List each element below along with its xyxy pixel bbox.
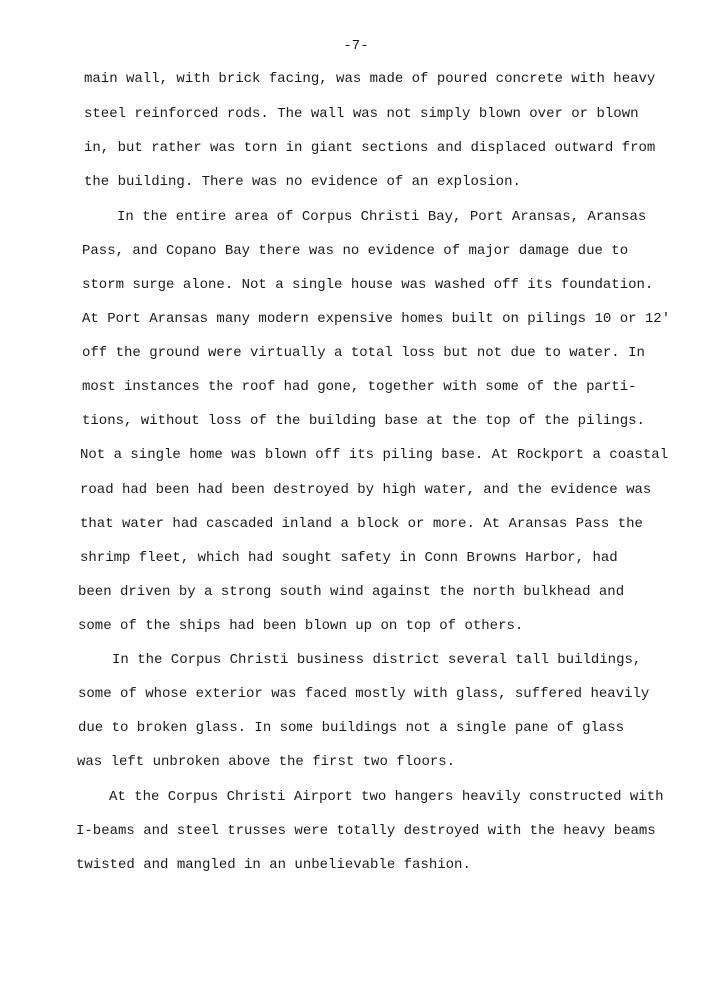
text-line: in, but rather was torn in giant sections and displaced outward from — [84, 140, 656, 156]
text-line: storm surge alone. Not a single house was washed off its foundation. — [82, 277, 654, 293]
text-line: road had been had been destroyed by high water, and the evidence was — [80, 482, 652, 498]
text-line: Pass, and Copano Bay there was no evidence of major damage due to — [82, 243, 629, 259]
text-line: At Port Aransas many modern expensive homes built on pilings 10 or 12' — [82, 311, 671, 327]
text-line: most instances the roof had gone, together with some of the parti- — [82, 379, 637, 395]
text-line: due to broken glass. In some buildings not a single pane of glass — [78, 720, 625, 736]
text-line: steel reinforced rods. The wall was not simply blown over or blown — [84, 106, 639, 122]
text-line: In the entire area of Corpus Christi Bay, Port Aransas, Aransas — [117, 209, 647, 225]
text-line: twisted and mangled in an unbelievable fashion. — [76, 857, 471, 873]
text-line: that water had cascaded inland a block or more. At Aransas Pass the — [80, 516, 643, 532]
text-line: off the ground were virtually a total loss but not due to water. In — [82, 345, 645, 361]
text-line: the building. There was no evidence of an explosion. — [84, 174, 521, 190]
text-line: tions, without loss of the building base at the top of the pilings. — [82, 413, 645, 429]
text-line: I-beams and steel trusses were totally destroyed with the heavy beams — [76, 823, 656, 839]
text-line: shrimp fleet, which had sought safety in Conn Browns Harbor, had — [80, 550, 618, 566]
text-line: Not a single home was blown off its piling base. At Rockport a coastal — [80, 447, 669, 463]
text-line: was left unbroken above the first two floors. — [77, 754, 456, 770]
text-line: been driven by a strong south wind against the north bulkhead and — [78, 584, 625, 600]
text-line: At the Corpus Christi Airport two hangers heavily constructed with — [109, 789, 664, 805]
text-line: main wall, with brick facing, was made of poured concrete with heavy — [84, 71, 656, 87]
text-line: some of the ships had been blown up on top of others. — [78, 618, 524, 634]
text-line: some of whose exterior was faced mostly with glass, suffered heavily — [78, 686, 650, 702]
page-number: -7- — [343, 38, 369, 54]
text-line: In the Corpus Christi business district several tall buildings, — [112, 652, 642, 668]
